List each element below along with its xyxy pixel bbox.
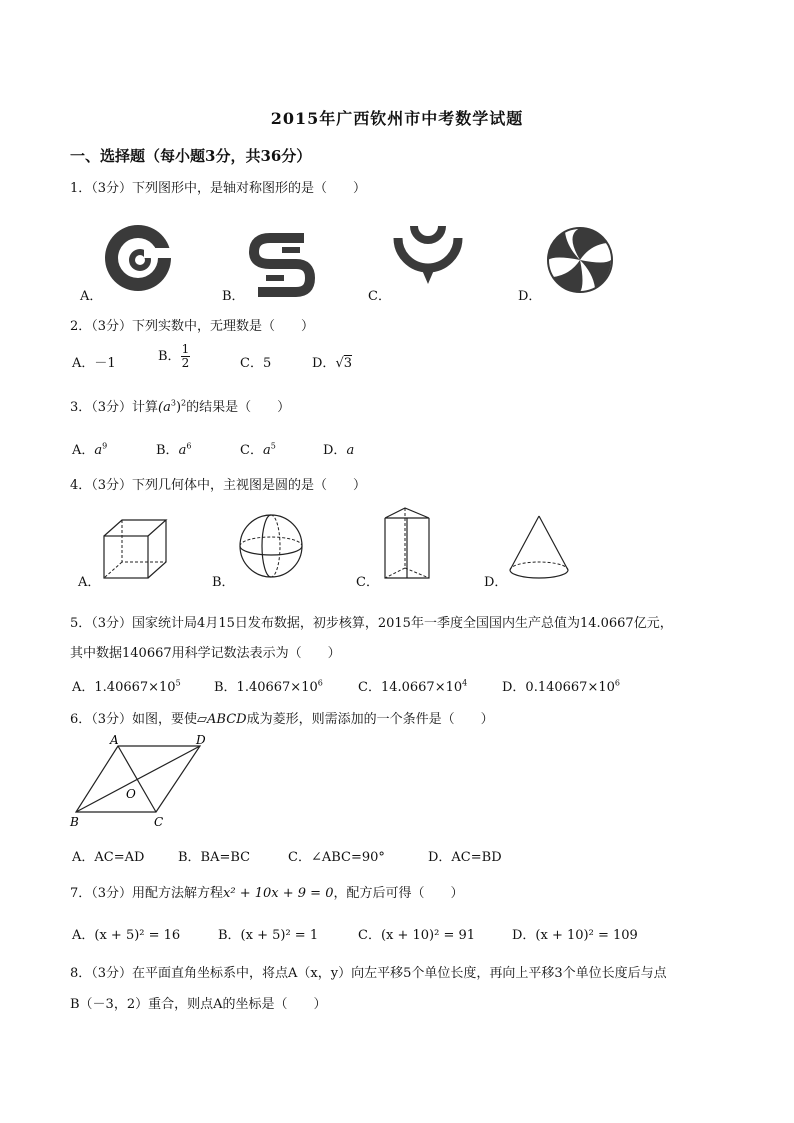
q7-equation: x² + 10x + 9 = 0 bbox=[223, 886, 334, 901]
q4-option-b[interactable]: B． bbox=[212, 575, 235, 590]
q4-prism-icon bbox=[383, 506, 431, 580]
q3-exp-inner: 3 bbox=[170, 398, 176, 408]
q6-option-b[interactable]: B．BA=BC bbox=[178, 850, 251, 865]
center-o-label: O bbox=[126, 787, 136, 801]
q6-stem-post: 成为菱形，则需添加的一个条件是（ ） bbox=[246, 712, 494, 727]
q2-option-d-label: D． bbox=[312, 356, 336, 371]
q1-logo-d-icon bbox=[545, 225, 615, 295]
sqrt-radicand: 3 bbox=[343, 356, 353, 371]
q3-stem-post: 的结果是（ ） bbox=[186, 400, 291, 415]
q7-option-d[interactable]: D．(x + 10)² = 109 bbox=[512, 928, 638, 943]
q6-stem-pre: 6．（3分）如图，要使 bbox=[70, 712, 198, 727]
fraction-denominator: 2 bbox=[181, 356, 190, 370]
q7-stem-post: ，配方后可得（ ） bbox=[333, 886, 464, 901]
q3-exp-outer: 2 bbox=[181, 398, 187, 408]
q4-cube-icon bbox=[100, 518, 170, 580]
question-5-stem-line-2: 其中数据140667用科学记数法表示为（ ） bbox=[70, 646, 341, 661]
q5-option-d[interactable]: D．$0.140667\times 10^6$ bbox=[502, 678, 620, 695]
q6-option-c[interactable]: C．∠ABC=90° bbox=[288, 850, 385, 865]
q3-expr: (a bbox=[158, 400, 171, 415]
question-6-stem bbox=[70, 708, 494, 727]
question-5-stem-line-1: 5．（3分）国家统计局4月15日发布数据，初步核算，2015年一季度全国国内生产总值为14.0667亿元， bbox=[70, 616, 673, 631]
question-2-stem: 2．（3分）下列实数中，无理数是（ ） bbox=[70, 319, 315, 334]
q2-option-b[interactable] bbox=[158, 343, 190, 370]
q2-fraction bbox=[181, 343, 191, 370]
q6-stem-figure: ▱ABCD bbox=[197, 712, 247, 727]
q4-cone-icon bbox=[508, 514, 570, 580]
question-4-stem: 4．（3分）下列几何体中，主视图是圆的是（ ） bbox=[70, 478, 367, 493]
q1-option-a[interactable]: A． bbox=[80, 289, 103, 304]
q2-option-a[interactable]: A．－1 bbox=[72, 356, 116, 371]
vertex-a-label: A bbox=[110, 733, 119, 747]
vertex-d-label: D bbox=[196, 733, 206, 747]
q3-option-c[interactable]: C．$a^5$ bbox=[240, 441, 276, 458]
fraction-numerator: 1 bbox=[181, 342, 190, 356]
q1-option-b[interactable]: B． bbox=[222, 289, 245, 304]
q2-option-b-label: B． bbox=[158, 349, 181, 364]
q1-logo-a-icon bbox=[100, 222, 180, 298]
q1-logo-b-icon bbox=[248, 228, 318, 300]
q6-parallelogram-figure bbox=[70, 733, 220, 832]
q7-option-a[interactable]: A．(x + 5)² = 16 bbox=[72, 928, 181, 943]
q7-option-c[interactable]: C．(x + 10)² = 91 bbox=[358, 928, 476, 943]
q3-option-d[interactable]: D．a bbox=[323, 443, 355, 458]
q6-option-a[interactable]: A．AC=AD bbox=[72, 850, 145, 865]
question-1-stem: 1．（3分）下列图形中，是轴对称图形的是（ ） bbox=[70, 181, 367, 196]
q3-stem-pre: 3．（3分）计算 bbox=[70, 400, 159, 415]
q5-option-c[interactable]: C．$14.0667\times 10^4$ bbox=[358, 678, 468, 695]
q3-option-a[interactable]: A．$a^9$ bbox=[72, 441, 108, 458]
question-8-stem-line-2: B（－3，2）重合，则点A的坐标是（ ） bbox=[70, 997, 327, 1012]
q3-option-b[interactable]: B．$a^6$ bbox=[156, 441, 192, 458]
q7-stem-pre: 7．（3分）用配方法解方程 bbox=[70, 886, 224, 901]
q4-option-c[interactable]: C． bbox=[356, 575, 379, 590]
q4-option-d[interactable]: D． bbox=[484, 575, 508, 590]
vertex-c-label: C bbox=[154, 815, 164, 829]
question-8-stem-line-1: 8．（3分）在平面直角坐标系中，将点A（x，y）向左平移5个单位长度，再向上平移3个单位长度后与点 bbox=[70, 966, 667, 981]
page-title: 2015年广西钦州市中考数学试题 bbox=[270, 109, 524, 128]
sqrt-icon: √ bbox=[335, 356, 344, 371]
q2-option-d[interactable] bbox=[312, 352, 352, 371]
q4-option-a[interactable]: A． bbox=[78, 575, 101, 590]
q2-option-c[interactable]: C．5 bbox=[240, 356, 272, 371]
q6-option-d[interactable]: D．AC=BD bbox=[428, 850, 502, 865]
vertex-b-label: B bbox=[70, 815, 79, 829]
question-3-stem: 3．（3分）计算$(a^3)^2$的结果是（ ） bbox=[70, 398, 291, 415]
q1-logo-c-icon bbox=[392, 218, 464, 288]
q1-option-c[interactable]: C． bbox=[368, 289, 391, 304]
q1-option-d[interactable]: D． bbox=[518, 289, 542, 304]
q5-option-b[interactable]: B．$1.40667\times 10^6$ bbox=[214, 678, 323, 695]
q5-option-a[interactable]: A．$1.40667\times 10^5$ bbox=[72, 678, 181, 695]
section-heading: 一、选择题（每小题3分，共36分） bbox=[70, 147, 312, 165]
q4-sphere-icon bbox=[238, 513, 304, 579]
question-7-stem bbox=[70, 882, 464, 901]
q7-option-b[interactable]: B．(x + 5)² = 1 bbox=[218, 928, 319, 943]
